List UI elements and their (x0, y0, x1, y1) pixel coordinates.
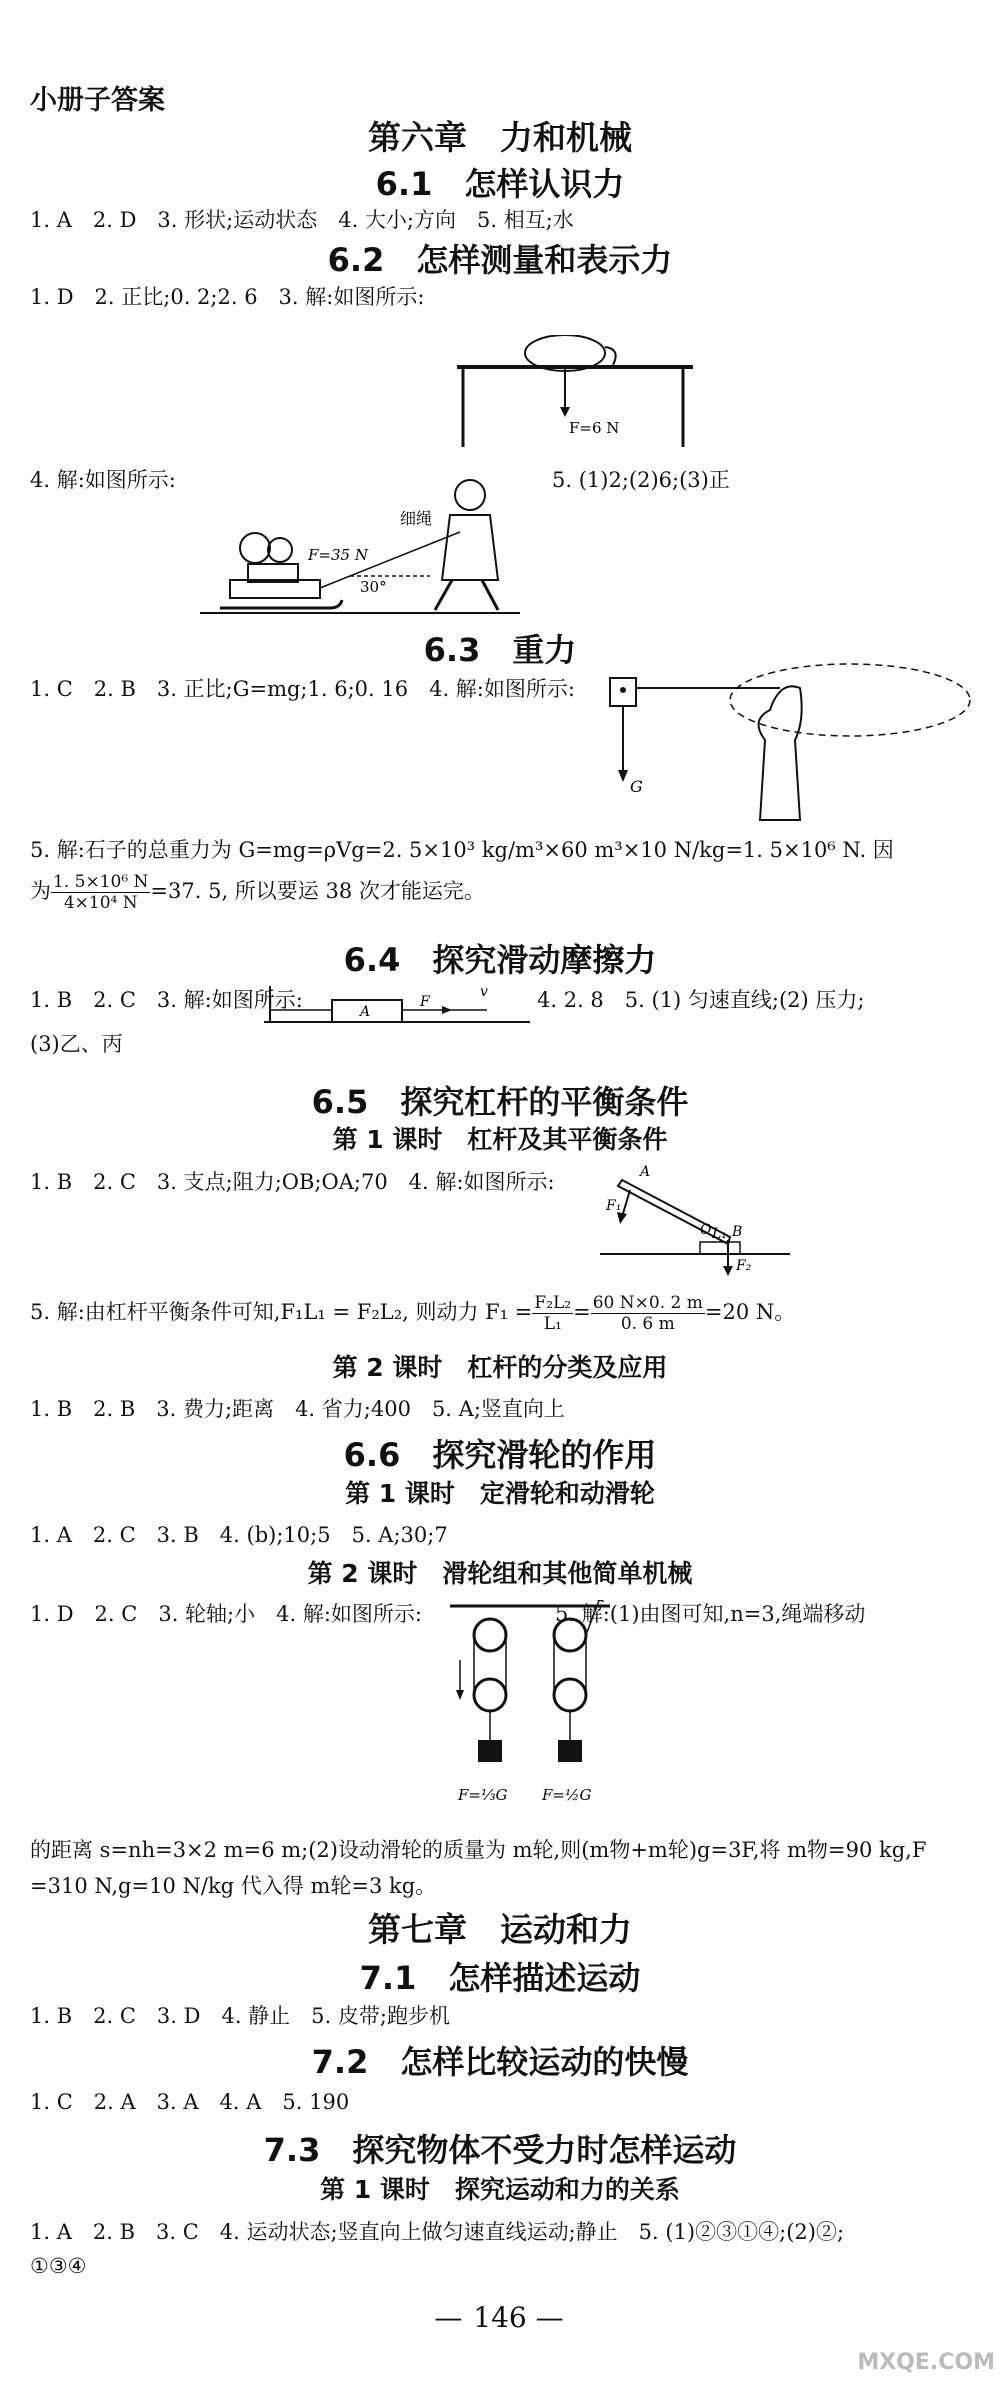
svg-text:B: B (732, 1224, 743, 1240)
svg-text:30°: 30° (360, 578, 387, 596)
section-6-6-2-answer-5c: =310 N,g=10 N/kg 代入得 m轮=3 kg。 (30, 1874, 437, 1898)
svg-text:L₁: L₁ (712, 1226, 727, 1242)
friction-figure (262, 980, 532, 1030)
section-6-3-answer-5b: 为 $\frac{\text{1. 5×10⁶ N}}{\text{4×10⁴ N}}$ =37. 5, 所以要运 38 次才能运完。 (30, 872, 485, 913)
svg-text:A: A (640, 1164, 651, 1180)
svg-text:F=35 N: F=35 N (308, 546, 368, 564)
section-6-1-title: 6.1 怎样认识力 (375, 165, 625, 203)
svg-text:G: G (630, 777, 643, 796)
section-6-2-answers-1: 1. D 2. 正比;0. 2;2. 6 3. 解:如图所示: (30, 285, 425, 309)
svg-text:O: O (700, 1222, 712, 1238)
section-6-6-2-answer-5a: 5. 解:(1)由图可知,n=3,绳端移动 (555, 1602, 866, 1626)
gravity-figure (600, 660, 980, 825)
section-6-4-answers-2: 4. 2. 8 5. (1) 匀速直线;(2) 压力; (537, 988, 865, 1012)
section-6-4-title: 6.4 探究滑动摩擦力 (343, 941, 657, 979)
svg-text:F₂: F₂ (736, 1258, 752, 1274)
section-6-2-title: 6.2 怎样测量和表示力 (327, 241, 673, 279)
section-6-2-answer-5: 5. (1)2;(2)6;(3)正 (552, 468, 730, 492)
svg-text:v: v (480, 984, 488, 1000)
svg-text:F=½G: F=½G (542, 1786, 592, 1804)
section-6-2-answer-4: 4. 解:如图所示: (30, 468, 176, 492)
section-7-1-answers: 1. B 2. C 3. D 4. 静止 5. 皮带;跑步机 (30, 2004, 450, 2028)
section-6-3-answer-5a: 5. 解:石子的总重力为 G=mg=ρVg=2. 5×10³ kg/m³×60 m³×10 N/kg=1. 5×10⁶ N. 因 (30, 838, 894, 862)
svg-text:F₁: F₁ (606, 1198, 622, 1214)
lesson-6-6-1-title: 第 1 课时 定滑轮和动滑轮 (345, 1479, 655, 1508)
lesson-6-5-2-title: 第 2 课时 杠杆的分类及应用 (332, 1353, 668, 1382)
section-6-6-1-answers: 1. A 2. C 3. B 4. (b);10;5 5. A;30;7 (30, 1523, 448, 1547)
section-7-3-answers-1: 1. A 2. B 3. C 4. 运动状态;竖直向上做匀速直线运动;静止 5. (1)②③①④;(2)②; (30, 2220, 845, 2244)
section-7-3-title: 7.3 探究物体不受力时怎样运动 (263, 2131, 737, 2169)
lesson-6-6-2-title: 第 2 课时 滑轮组和其他简单机械 (307, 1559, 693, 1588)
section-7-2-answers: 1. C 2. A 3. A 4. A 5. 190 (30, 2090, 350, 2114)
section-6-6-2-answers-1: 1. D 2. C 3. 轮轴;小 4. 解:如图所示: (30, 1602, 422, 1626)
section-6-5-answer-5: 5. 解:由杠杆平衡条件可知,F₁L₁ = F₂L₂, 则动力 F₁ = $\frac{\text{F₂L₂}}{\text{L₁}}$ = $\frac{60 N\times 0. 2 m}{0. 6 m}$ =20 N。 (30, 1293, 796, 1334)
svg-text:细绳: 细绳 (400, 509, 433, 528)
section-6-5-answers-1: 1. B 2. C 3. 支点;阻力;OB;OA;70 4. 解:如图所示: (30, 1170, 555, 1194)
section-6-5-title: 6.5 探究杠杆的平衡条件 (311, 1083, 689, 1121)
svg-text:F=⅓G: F=⅓G (458, 1786, 508, 1804)
section-6-1-answers: 1. A 2. D 3. 形状;运动状态 4. 大小;方向 5. 相互;水 (30, 208, 574, 232)
section-6-6-title: 6.6 探究滑轮的作用 (343, 1436, 657, 1474)
section-7-1-title: 7.1 怎样描述运动 (359, 1959, 641, 1997)
force-label: F=6 N (569, 419, 620, 437)
lesson-7-3-1-title: 第 1 课时 探究运动和力的关系 (320, 2175, 680, 2204)
section-6-5-2-answers: 1. B 2. B 3. 费力;距离 4. 省力;400 5. A;竖直向上 (30, 1397, 565, 1421)
section-6-4-answer-5b: (3)乙、丙 (30, 1032, 123, 1056)
section-7-2-title: 7.2 怎样比较运动的快慢 (311, 2043, 689, 2081)
sled-figure (200, 470, 520, 620)
watermark: MXQE.COM (857, 2350, 995, 2375)
section-6-3-title: 6.3 重力 (423, 631, 577, 669)
pulley-figure (450, 1600, 610, 1830)
section-7-3-answers-2: ①③④ (30, 2254, 87, 2278)
page-number: — 146 — (434, 2301, 566, 2334)
header-title: 小册子答案 (30, 85, 165, 116)
chapter-7-title: 第七章 运动和力 (368, 1910, 632, 1949)
svg-text:F: F (420, 994, 430, 1010)
table-teapot-figure (455, 335, 695, 450)
lesson-6-5-1-title: 第 1 课时 杠杆及其平衡条件 (332, 1125, 668, 1154)
section-6-6-2-answer-5b: 的距离 s=nh=3×2 m=6 m;(2)设动滑轮的质量为 m轮,则(m物+m轮)g=3F,将 m物=90 kg,F (30, 1838, 927, 1862)
lever-figure (600, 1162, 800, 1277)
section-6-3-answers-1: 1. C 2. B 3. 正比;G=mg;1. 6;0. 16 4. 解:如图所示: (30, 677, 575, 701)
chapter-6-title: 第六章 力和机械 (368, 118, 632, 157)
section-6-4-answers-1: 1. B 2. C 3. 解:如图所示: (30, 988, 303, 1012)
svg-text:A: A (360, 1004, 371, 1020)
